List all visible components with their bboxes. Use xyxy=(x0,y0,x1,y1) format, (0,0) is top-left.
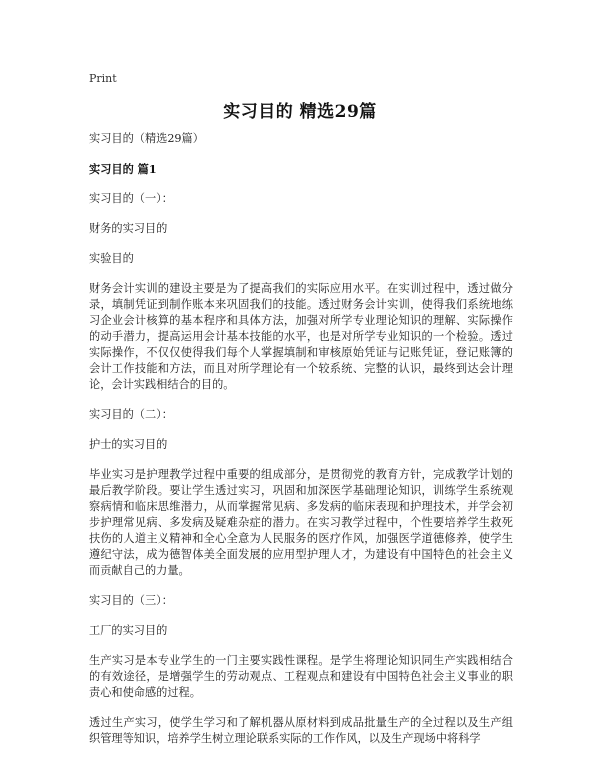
subsection-label: 实习目的（二）： xyxy=(89,408,173,421)
subsection-topic: 护士的实习目的 xyxy=(89,438,168,451)
paragraph-label: 实验目的 xyxy=(89,252,134,265)
subsection-topic: 财务的实习目的 xyxy=(89,222,168,235)
subsection-topic: 工厂的实习目的 xyxy=(89,624,168,637)
subsection-label: 实习目的（一）： xyxy=(89,192,173,205)
document-title: 实习目的 精选29篇 xyxy=(223,102,377,122)
subsection-label: 实习目的（三）： xyxy=(89,594,173,607)
body-paragraph: 透过生产实习，使学生学习和了解机器从原材料到成品批量生产的全过程以及生产组织管理等知识，培养学生树立理论联系实际的工作作风，以及生产现场中将科学 xyxy=(89,716,513,745)
subtitle: 实习目的（精选29篇） xyxy=(89,132,204,145)
print-label: Print xyxy=(89,72,117,85)
body-paragraph: 财务会计实训的建设主要是为了提高我们的实际应用水平。在实训过程中，透过做分录，填制凭证到制作账本来巩固我们的技能。透过财务会计实训，使得我们系统地练习企业会计核算的基本程序和具体方法，加强对所学专业理论知识的理解、实际操作的动手潜力，提高运用会计基本技能的水平，也是对所学专业知识的一个检验。透过实际操作，不仅仅使得我们每个人掌握填制和审核原始凭证与记账凭证，登记账簿的会计工作技能和方法，而且对所学理论有一个较系统、完整的认识，最终到达会计理论，会计实践相结合的目的。 xyxy=(89,282,513,391)
body-paragraph: 生产实习是本专业学生的一门主要实践性课程。是学生将理论知识同生产实践相结合的有效途径，是增强学生的劳动观点、工程观点和建设有中国特色社会主义事业的职责心和使命感的过程。 xyxy=(89,654,513,699)
body-paragraph: 毕业实习是护理教学过程中重要的组成部分，是贯彻党的教育方针，完成教学计划的最后教学阶段。要让学生透过实习，巩固和加深医学基础理论知识，训练学生系统观察病情和临床思维潜力，从而掌握常见病、多发病的临床表现和护理技术，并学会初步护理常见病、多发病及疑难杂症的潜力。在实习教学过程中，个性要培养学生救死扶伤的人道主义精神和全心全意为人民服务的医疗作风，加强医学道德修养，使学生遵纪守法，成为德智体美全面发展的应用型护理人才，为建设有中国特色的社会主义而贡献自己的力量。 xyxy=(89,468,513,577)
document-body xyxy=(89,131,513,761)
section-heading: 实习目的 篇1 xyxy=(89,162,157,176)
